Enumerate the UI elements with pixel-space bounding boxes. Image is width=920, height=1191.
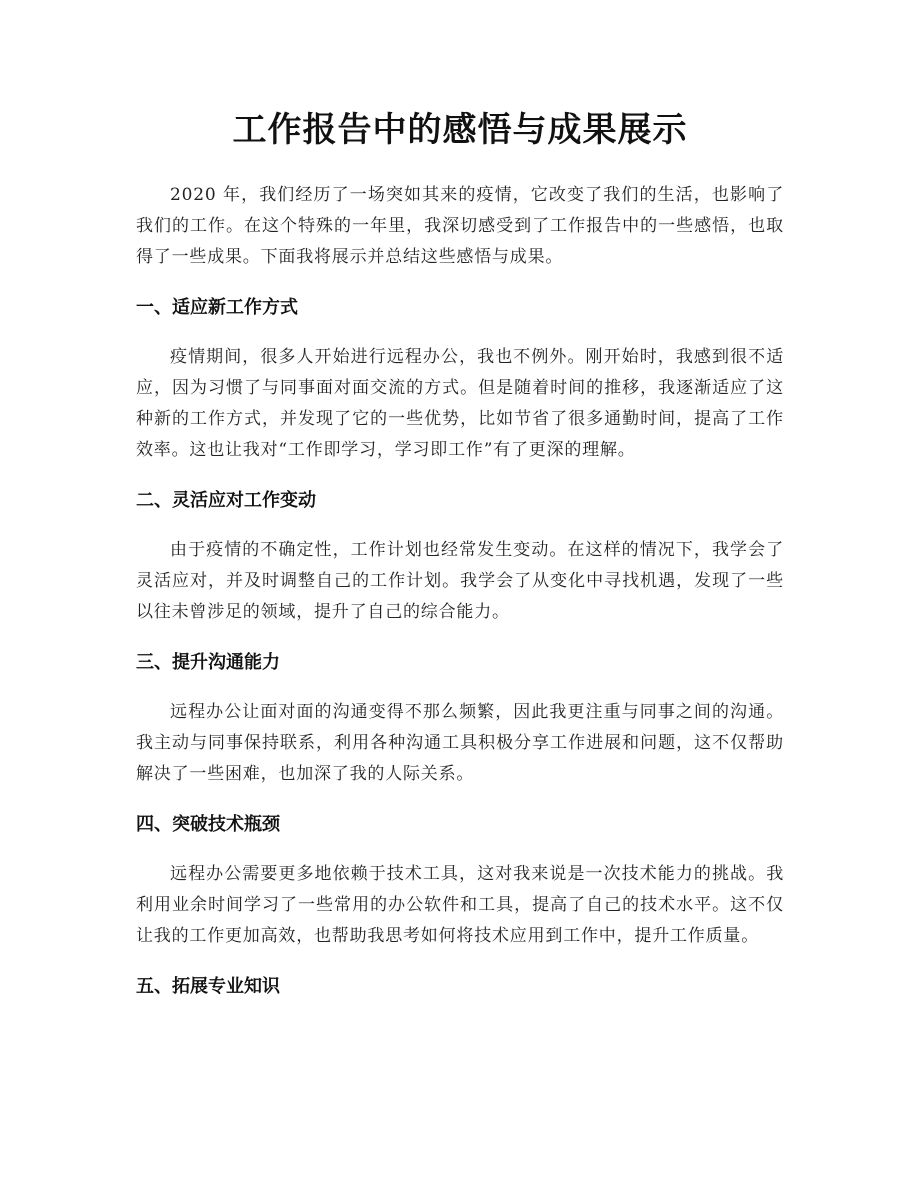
section-paragraph: 远程办公让面对面的沟通变得不那么频繁，因此我更注重与同事之间的沟通。我主动与同事保持联系，利用各种沟通工具积极分享工作进展和问题，这不仅帮助解决了一些困难，也加深了我的人际关系。 (136, 702, 784, 784)
document-body (136, 180, 784, 1021)
document-title: 工作报告中的感悟与成果展示 (232, 110, 688, 150)
section-heading: 三、提升沟通能力 (136, 652, 280, 673)
intro-paragraph: 2020 年，我们经历了一场突如其来的疫情，它改变了我们的生活，也影响了我们的工作。在这个特殊的一年里，我深切感受到了工作报告中的一些感悟，也取得了一些成果。下面我将展示并总结这些感悟与成果。 (136, 185, 784, 267)
section-paragraph: 远程办公需要更多地依赖于技术工具，这对我来说是一次技术能力的挑战。我利用业余时间学习了一些常用的办公软件和工具，提高了自己的技术水平。这不仅让我的工作更加高效，也帮助我思考如何将技术应用到工作中，提升工作质量。 (136, 864, 784, 946)
section-heading: 二、灵活应对工作变动 (136, 490, 316, 511)
section-heading: 五、拓展专业知识 (136, 976, 280, 997)
section-paragraph: 由于疫情的不确定性，工作计划也经常发生变动。在这样的情况下，我学会了灵活应对，并及时调整自己的工作计划。我学会了从变化中寻找机遇，发现了一些以往未曾涉足的领域，提升了自己的综合能力。 (136, 540, 784, 622)
section-heading: 四、突破技术瓶颈 (136, 814, 280, 835)
section-heading: 一、适应新工作方式 (136, 297, 298, 318)
section-paragraph: 疫情期间，很多人开始进行远程办公，我也不例外。刚开始时，我感到很不适应，因为习惯了与同事面对面交流的方式。但是随着时间的推移，我逐渐适应了这种新的工作方式，并发现了它的一些优势，比如节省了很多通勤时间，提高了工作效率。这也让我对“工作即学习，学习即工作”有了更深的理解。 (136, 347, 784, 460)
